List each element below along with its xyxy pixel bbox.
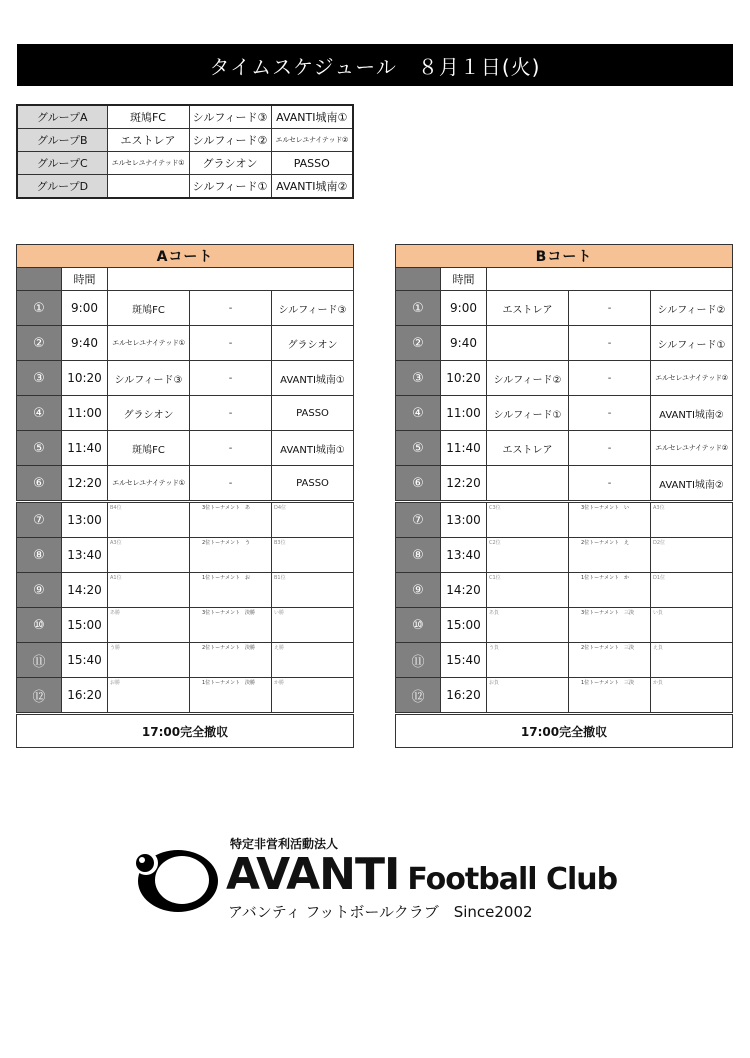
- away-team: エルセレユナイテッド②: [651, 361, 733, 396]
- tournament-slot: [190, 502, 272, 538]
- group-row: [17, 105, 353, 129]
- home-slot-note: あ勝: [110, 610, 121, 616]
- match-number: ①: [396, 291, 441, 326]
- court-header-row: [17, 245, 354, 268]
- away-slot-note: D2位: [653, 540, 666, 546]
- tournament-slot: [569, 608, 651, 643]
- tournament-row: [396, 538, 733, 573]
- home-team: 斑鳩FC: [108, 431, 190, 466]
- home-slot: [108, 608, 190, 643]
- away-team: AVANTI城南①: [272, 431, 354, 466]
- tournament-slot: [569, 538, 651, 573]
- tournament-note: 2位トーナメント 決勝: [202, 645, 255, 651]
- versus-dash: -: [569, 291, 651, 326]
- match-row: [17, 361, 354, 396]
- match-time: 15:00: [62, 608, 108, 643]
- group-name: グループA: [17, 105, 107, 129]
- away-team: AVANTI城南①: [272, 361, 354, 396]
- tournament-row: [396, 678, 733, 714]
- match-number: ⑤: [396, 431, 441, 466]
- tournament-slot: [569, 643, 651, 678]
- match-time: 11:00: [441, 396, 487, 431]
- tournament-slot: [569, 573, 651, 608]
- court-name: Aコート: [17, 245, 354, 268]
- group-team: シルフィード③: [189, 105, 271, 129]
- group-team: グラシオン: [189, 152, 271, 175]
- home-slot: [487, 502, 569, 538]
- tournament-note: 3位トーナメント 決勝: [202, 610, 255, 616]
- match-number: ⑪: [17, 643, 62, 678]
- tournament-row: [17, 643, 354, 678]
- away-slot-note: い負: [653, 610, 664, 616]
- match-time: 12:20: [62, 466, 108, 502]
- match-row: [17, 291, 354, 326]
- tournament-note: 3位トーナメント あ: [202, 505, 250, 511]
- home-slot: [487, 643, 569, 678]
- brand-avanti: AVANTI: [226, 849, 400, 900]
- closing-notice: 17:00完全撤収: [396, 714, 733, 748]
- home-slot: [108, 643, 190, 678]
- match-time: 13:40: [62, 538, 108, 573]
- versus-dash: -: [190, 431, 272, 466]
- match-number: ⑩: [17, 608, 62, 643]
- court-header-row: [396, 245, 733, 268]
- footer-row: [17, 714, 354, 748]
- tournament-note: 3位トーナメント い: [581, 505, 629, 511]
- match-time: 13:00: [62, 502, 108, 538]
- home-team: シルフィード③: [108, 361, 190, 396]
- group-name: グループC: [17, 152, 107, 175]
- away-team: AVANTI城南②: [651, 466, 733, 502]
- match-time: 11:00: [62, 396, 108, 431]
- group-team: エルセレユナイテッド①: [107, 152, 189, 175]
- tournament-note: 1位トーナメント お: [202, 575, 250, 581]
- tournament-row: [396, 608, 733, 643]
- away-slot-note: い勝: [274, 610, 285, 616]
- away-slot-note: か勝: [274, 680, 285, 686]
- away-slot: [651, 573, 733, 608]
- tournament-row: [17, 678, 354, 714]
- match-time: 13:00: [441, 502, 487, 538]
- match-number: ⑨: [17, 573, 62, 608]
- tournament-row: [396, 573, 733, 608]
- away-team: AVANTI城南②: [651, 396, 733, 431]
- home-team: エルセレユナイテッド①: [108, 326, 190, 361]
- page-title: タイムスケジュール ８月１日(火): [17, 44, 733, 86]
- match-number: ⑫: [396, 678, 441, 714]
- away-slot: [272, 502, 354, 538]
- tournament-row: [17, 502, 354, 538]
- versus-dash: -: [569, 326, 651, 361]
- match-time: 9:40: [441, 326, 487, 361]
- match-number: ②: [17, 326, 62, 361]
- time-header: 時間: [62, 268, 108, 291]
- group-team: 斑鳩FC: [107, 105, 189, 129]
- away-team: グラシオン: [272, 326, 354, 361]
- match-time: 10:20: [62, 361, 108, 396]
- match-number: ⑪: [396, 643, 441, 678]
- match-number: ①: [17, 291, 62, 326]
- tournament-slot: [190, 573, 272, 608]
- match-number: ⑥: [17, 466, 62, 502]
- group-team: エストレア: [107, 129, 189, 152]
- match-number: ⑦: [17, 502, 62, 538]
- soccer-ball-logo-icon: [128, 845, 220, 915]
- versus-dash: -: [190, 396, 272, 431]
- match-number: ⑤: [17, 431, 62, 466]
- away-slot-note: D4位: [274, 505, 287, 511]
- away-slot-note: B3位: [274, 540, 286, 546]
- away-slot-note: え負: [653, 645, 664, 651]
- away-slot: [651, 502, 733, 538]
- match-time: 11:40: [62, 431, 108, 466]
- away-team: シルフィード①: [651, 326, 733, 361]
- tournament-note: 2位トーナメント う: [202, 540, 250, 546]
- group-row: [17, 175, 353, 199]
- footer-row: [396, 714, 733, 748]
- match-row: [396, 396, 733, 431]
- away-slot: [272, 608, 354, 643]
- away-slot-note: A3位: [653, 505, 665, 511]
- match-header: [108, 268, 354, 291]
- versus-dash: -: [190, 361, 272, 396]
- group-team: シルフィード①: [189, 175, 271, 199]
- tournament-slot: [569, 502, 651, 538]
- tournament-note: 2位トーナメント 三決: [581, 645, 634, 651]
- group-row: [17, 152, 353, 175]
- match-row: [396, 361, 733, 396]
- versus-dash: -: [190, 466, 272, 502]
- away-slot: [272, 573, 354, 608]
- column-header-row: [396, 268, 733, 291]
- home-slot-note: お勝: [110, 680, 121, 686]
- home-slot: [487, 573, 569, 608]
- group-row: [17, 129, 353, 152]
- away-slot: [272, 678, 354, 714]
- brand-suffix: Football Club: [407, 862, 618, 897]
- home-slot-note: C1位: [489, 575, 501, 581]
- match-time: 15:40: [441, 643, 487, 678]
- tournament-note: 1位トーナメント 決勝: [202, 680, 255, 686]
- home-slot-note: C3位: [489, 505, 501, 511]
- away-slot: [651, 678, 733, 714]
- number-header: [396, 268, 441, 291]
- versus-dash: -: [569, 431, 651, 466]
- away-slot: [651, 538, 733, 573]
- away-team: PASSO: [272, 396, 354, 431]
- match-time: 9:00: [441, 291, 487, 326]
- match-time: 9:40: [62, 326, 108, 361]
- away-slot: [272, 643, 354, 678]
- match-time: 12:20: [441, 466, 487, 502]
- home-team: シルフィード①: [487, 396, 569, 431]
- tournament-row: [396, 502, 733, 538]
- home-slot: [487, 538, 569, 573]
- match-number: ⑫: [17, 678, 62, 714]
- group-team: シルフィード②: [189, 129, 271, 152]
- court-name: Bコート: [396, 245, 733, 268]
- away-slot-note: か負: [653, 680, 664, 686]
- home-slot: [108, 678, 190, 714]
- match-time: 16:20: [62, 678, 108, 714]
- group-name: グループB: [17, 129, 107, 152]
- match-time: 9:00: [62, 291, 108, 326]
- match-row: [17, 396, 354, 431]
- group-team: [107, 175, 189, 199]
- home-team: [487, 326, 569, 361]
- time-header: 時間: [441, 268, 487, 291]
- home-team: エルセレユナイテッド①: [108, 466, 190, 502]
- match-number: ④: [17, 396, 62, 431]
- match-number: ⑥: [396, 466, 441, 502]
- home-slot-note: お負: [489, 680, 500, 686]
- match-number: ②: [396, 326, 441, 361]
- versus-dash: -: [569, 361, 651, 396]
- home-slot: [108, 538, 190, 573]
- match-number: ⑧: [396, 538, 441, 573]
- brand-name: [226, 849, 617, 900]
- tournament-note: 1位トーナメント か: [581, 575, 629, 581]
- away-slot-note: D1位: [653, 575, 666, 581]
- match-row: [17, 431, 354, 466]
- home-slot: [108, 573, 190, 608]
- home-slot: [108, 502, 190, 538]
- away-slot: [272, 538, 354, 573]
- match-time: 10:20: [441, 361, 487, 396]
- tournament-slot: [190, 643, 272, 678]
- group-team: PASSO: [271, 152, 353, 175]
- tournament-row: [17, 573, 354, 608]
- home-slot-note: う勝: [110, 645, 121, 651]
- match-time: 11:40: [441, 431, 487, 466]
- match-row: [396, 326, 733, 361]
- home-team: エストレア: [487, 291, 569, 326]
- match-time: 15:00: [441, 608, 487, 643]
- away-team: PASSO: [272, 466, 354, 502]
- column-header-row: [17, 268, 354, 291]
- club-logo: [128, 835, 648, 925]
- tournament-slot: [190, 608, 272, 643]
- versus-dash: -: [569, 466, 651, 502]
- away-slot-note: B1位: [274, 575, 286, 581]
- match-number: ③: [17, 361, 62, 396]
- home-slot-note: A1位: [110, 575, 122, 581]
- home-slot-note: B4位: [110, 505, 122, 511]
- match-number: ⑩: [396, 608, 441, 643]
- tournament-note: 3位トーナメント 三決: [581, 610, 634, 616]
- tournament-row: [17, 538, 354, 573]
- closing-notice: 17:00完全撤収: [17, 714, 354, 748]
- home-slot-note: あ負: [489, 610, 500, 616]
- away-slot: [651, 608, 733, 643]
- tournament-row: [17, 608, 354, 643]
- versus-dash: -: [190, 326, 272, 361]
- court-b-schedule: [395, 244, 733, 748]
- match-row: [17, 466, 354, 502]
- home-slot-note: う負: [489, 645, 500, 651]
- home-team: エストレア: [487, 431, 569, 466]
- group-name: グループD: [17, 175, 107, 199]
- number-header: [17, 268, 62, 291]
- group-team: AVANTI城南①: [271, 105, 353, 129]
- versus-dash: -: [569, 396, 651, 431]
- match-number: ⑧: [17, 538, 62, 573]
- brand-kana: アバンティ フットボールクラブ Since2002: [228, 903, 533, 921]
- home-team: シルフィード②: [487, 361, 569, 396]
- match-time: 15:40: [62, 643, 108, 678]
- match-number: ⑦: [396, 502, 441, 538]
- match-row: [396, 466, 733, 502]
- group-team: AVANTI城南②: [271, 175, 353, 199]
- home-slot: [487, 678, 569, 714]
- match-row: [396, 431, 733, 466]
- away-slot-note: え勝: [274, 645, 285, 651]
- home-slot-note: C2位: [489, 540, 501, 546]
- match-row: [396, 291, 733, 326]
- home-slot-note: A3位: [110, 540, 122, 546]
- match-header: [487, 268, 733, 291]
- match-number: ⑨: [396, 573, 441, 608]
- match-number: ④: [396, 396, 441, 431]
- match-time: 13:40: [441, 538, 487, 573]
- home-slot: [487, 608, 569, 643]
- match-row: [17, 326, 354, 361]
- court-a-schedule: [16, 244, 354, 748]
- tournament-slot: [190, 678, 272, 714]
- tournament-note: 2位トーナメント え: [581, 540, 629, 546]
- versus-dash: -: [190, 291, 272, 326]
- home-team: グラシオン: [108, 396, 190, 431]
- away-slot: [651, 643, 733, 678]
- away-team: シルフィード③: [272, 291, 354, 326]
- tournament-slot: [190, 538, 272, 573]
- tournament-note: 1位トーナメント 三決: [581, 680, 634, 686]
- match-number: ③: [396, 361, 441, 396]
- group-table: [16, 104, 354, 199]
- tournament-slot: [569, 678, 651, 714]
- away-team: シルフィード②: [651, 291, 733, 326]
- away-team: エルセレユナイテッド②: [651, 431, 733, 466]
- home-team: 斑鳩FC: [108, 291, 190, 326]
- match-time: 16:20: [441, 678, 487, 714]
- home-team: [487, 466, 569, 502]
- match-time: 14:20: [441, 573, 487, 608]
- match-time: 14:20: [62, 573, 108, 608]
- npo-label: 特定非営利活動法人: [230, 837, 339, 851]
- tournament-row: [396, 643, 733, 678]
- group-team: エルセレユナイテッド②: [271, 129, 353, 152]
